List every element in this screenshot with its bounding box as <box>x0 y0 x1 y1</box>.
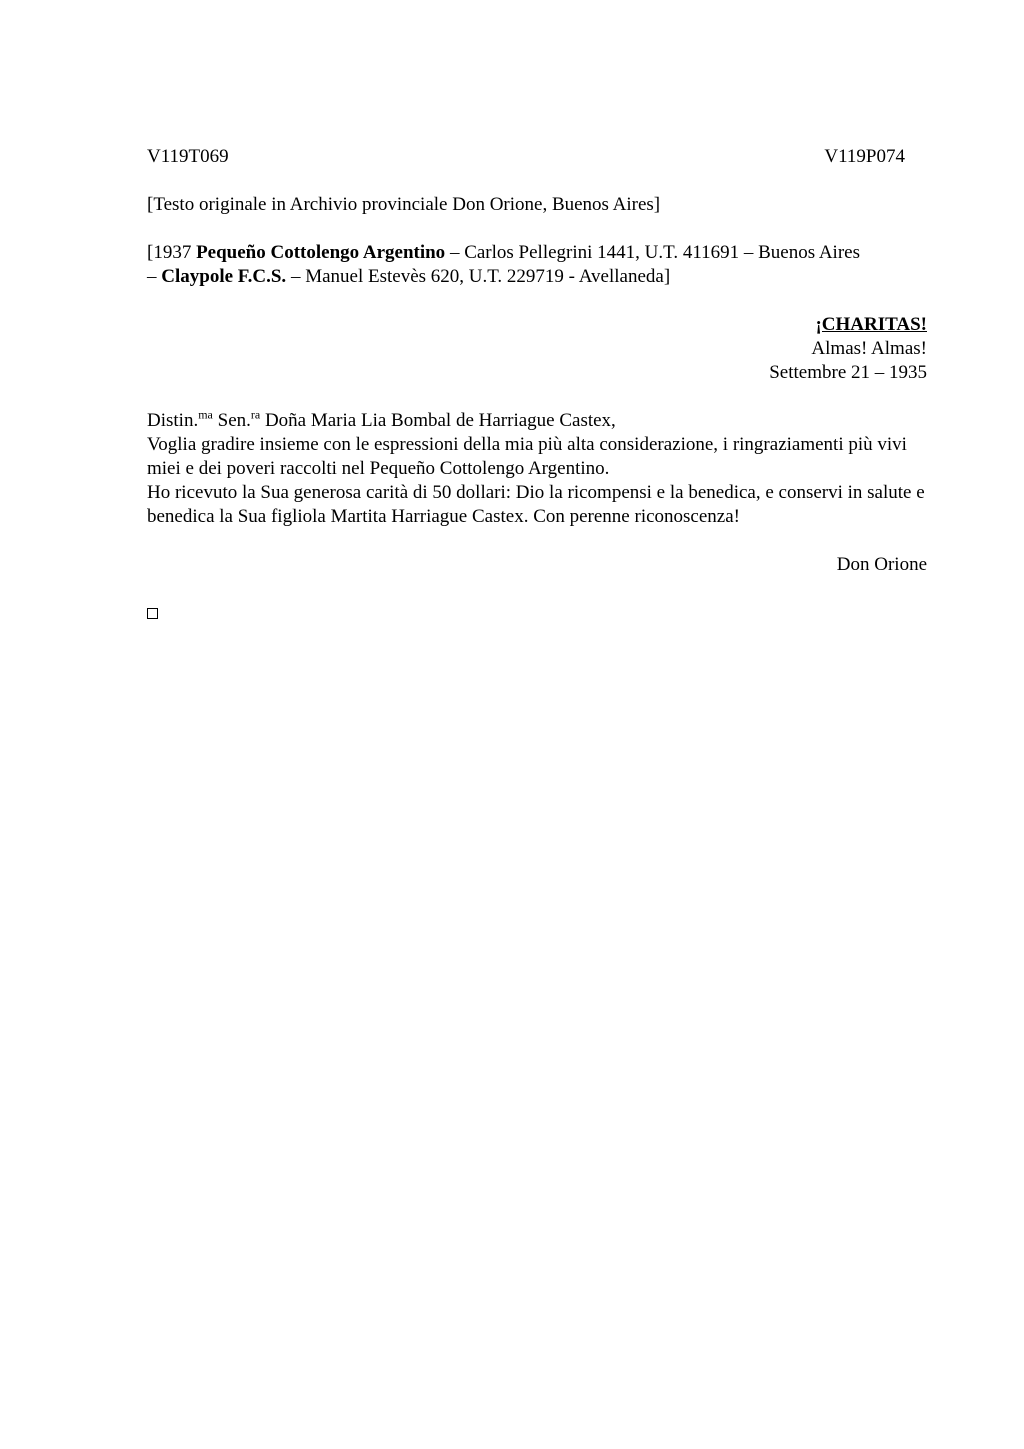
letterhead <box>147 241 927 289</box>
body-paragraph-2: Ho ricevuto la Sua generosa carità di 50 dollari: Dio la ricompensi e la benedica, e conservi in salute e benedica la Sua figliola Martita Harriague Castex. Con perenne riconoscenza! <box>147 482 925 527</box>
motto-charitas: ¡CHARITAS! <box>815 314 927 335</box>
checkbox-icon <box>147 608 158 619</box>
source-note: [Testo originale in Archivio provinciale Don Orione, Buenos Aires] <box>147 194 661 215</box>
end-marker <box>147 577 927 626</box>
letterhead-year: [1937 <box>147 242 197 263</box>
letterhead-address-buenos-aires: – Carlos Pellegrini 1441, U.T. 411691 – Buenos Aires <box>445 242 860 263</box>
letterhead-org-cottolengo: Pequeño Cottolengo Argentino <box>196 242 446 263</box>
motto-block <box>147 313 927 385</box>
letter-body <box>147 409 927 529</box>
letter-date: Settembre 21 – 1935 <box>769 362 927 383</box>
document-page <box>147 145 927 626</box>
salutation-distin: Distin. <box>147 410 199 431</box>
salutation-name: Doña Maria Lia Bombal de Harriague Castex, <box>260 410 616 431</box>
body-paragraph-1: Voglia gradire insieme con le espressioni della mia più alta considerazione, i ringraziamenti più vivi miei e dei poveri raccolti nel Pequeño Cottolengo Argentino. <box>147 434 907 479</box>
letterhead-org-claypole: Claypole F.C.S. <box>161 266 287 287</box>
salutation-sen-sup: ra <box>250 407 261 422</box>
salutation-sen: Sen. <box>212 410 251 431</box>
document-id-right: V119P074 <box>824 146 905 167</box>
motto-almas: Almas! Almas! <box>811 338 927 359</box>
letterhead-dash: – <box>147 266 162 287</box>
signature: Don Orione <box>836 554 927 575</box>
salutation-distin-sup: ma <box>198 407 213 422</box>
salutation <box>147 409 927 433</box>
document-ids <box>147 145 905 169</box>
document-id-left: V119T069 <box>147 146 229 167</box>
letterhead-address-avellaneda: – Manuel Estevès 620, U.T. 229719 - Avellaneda] <box>286 266 671 287</box>
